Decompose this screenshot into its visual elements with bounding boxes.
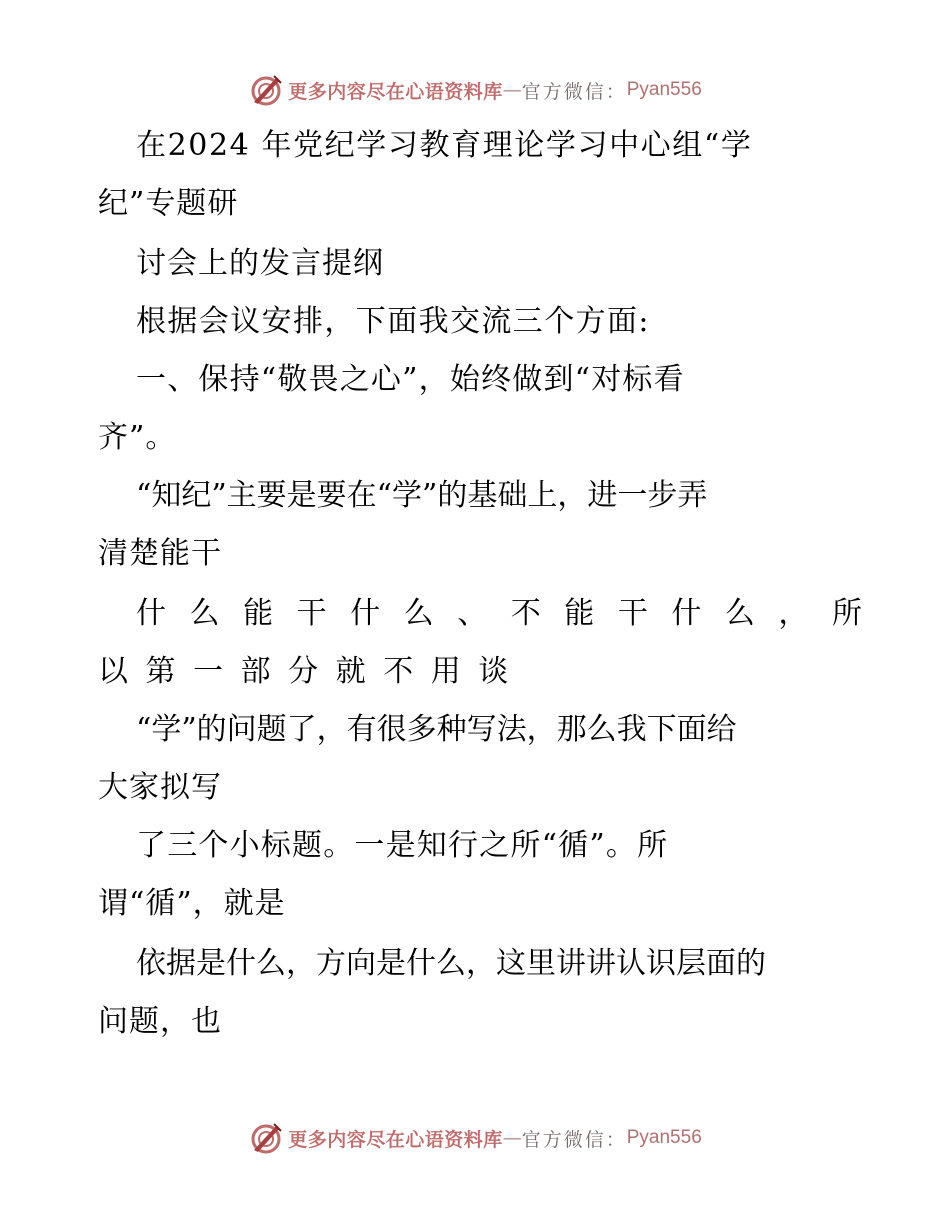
doc-line: 讨会上的发言提纲 [136, 246, 384, 281]
doc-line: “知纪”主要是要在“学”的基础上，进一步弄 [136, 478, 708, 513]
doc-line: 以 第 一 部 分 就 不 用 谈 [98, 654, 509, 689]
doc-line: 根据会议安排，下面我交流三个方面: [136, 304, 650, 339]
quill-pen-logo-icon [248, 1120, 284, 1156]
doc-line: “学”的问题了，有很多种写法，那么我下面给 [136, 712, 737, 747]
banner-main-text: 更多内容尽在心语资料库 [288, 1128, 503, 1151]
doc-line: 谓“循”，就是 [98, 886, 286, 921]
banner-wechat-id: Pyan556 [626, 79, 702, 100]
banner-wechat-label: 官方微信： [521, 80, 627, 103]
banner-main-text: 更多内容尽在心语资料库 [288, 80, 503, 103]
doc-line: 一、保持“敬畏之心”，始终做到“对标看 [136, 362, 685, 397]
doc-line: 问题，也 [98, 1004, 222, 1039]
banner-wechat-label: 官方微信： [521, 1128, 627, 1151]
doc-line: 什 么 能 干 什 么 、 不 能 干 什 么 ， 所 [136, 596, 862, 631]
banner-dash: — [502, 1127, 522, 1149]
footer-banner [0, 1118, 950, 1158]
doc-line: 大家拟写 [98, 770, 222, 805]
doc-line: 齐”。 [98, 420, 177, 455]
doc-line: 在2024 年党纪学习教育理论学习中心组“学 [136, 128, 753, 163]
doc-line: 依据是什么，方向是什么，这里讲讲认识层面的 [136, 946, 766, 981]
doc-line: 纪”专题研 [98, 186, 239, 221]
banner-dash: — [502, 79, 522, 101]
banner-wechat-id: Pyan556 [626, 1127, 702, 1148]
doc-line: 清楚能干 [98, 536, 222, 571]
doc-line: 了三个小标题。一是知行之所“循”。所 [136, 828, 669, 863]
